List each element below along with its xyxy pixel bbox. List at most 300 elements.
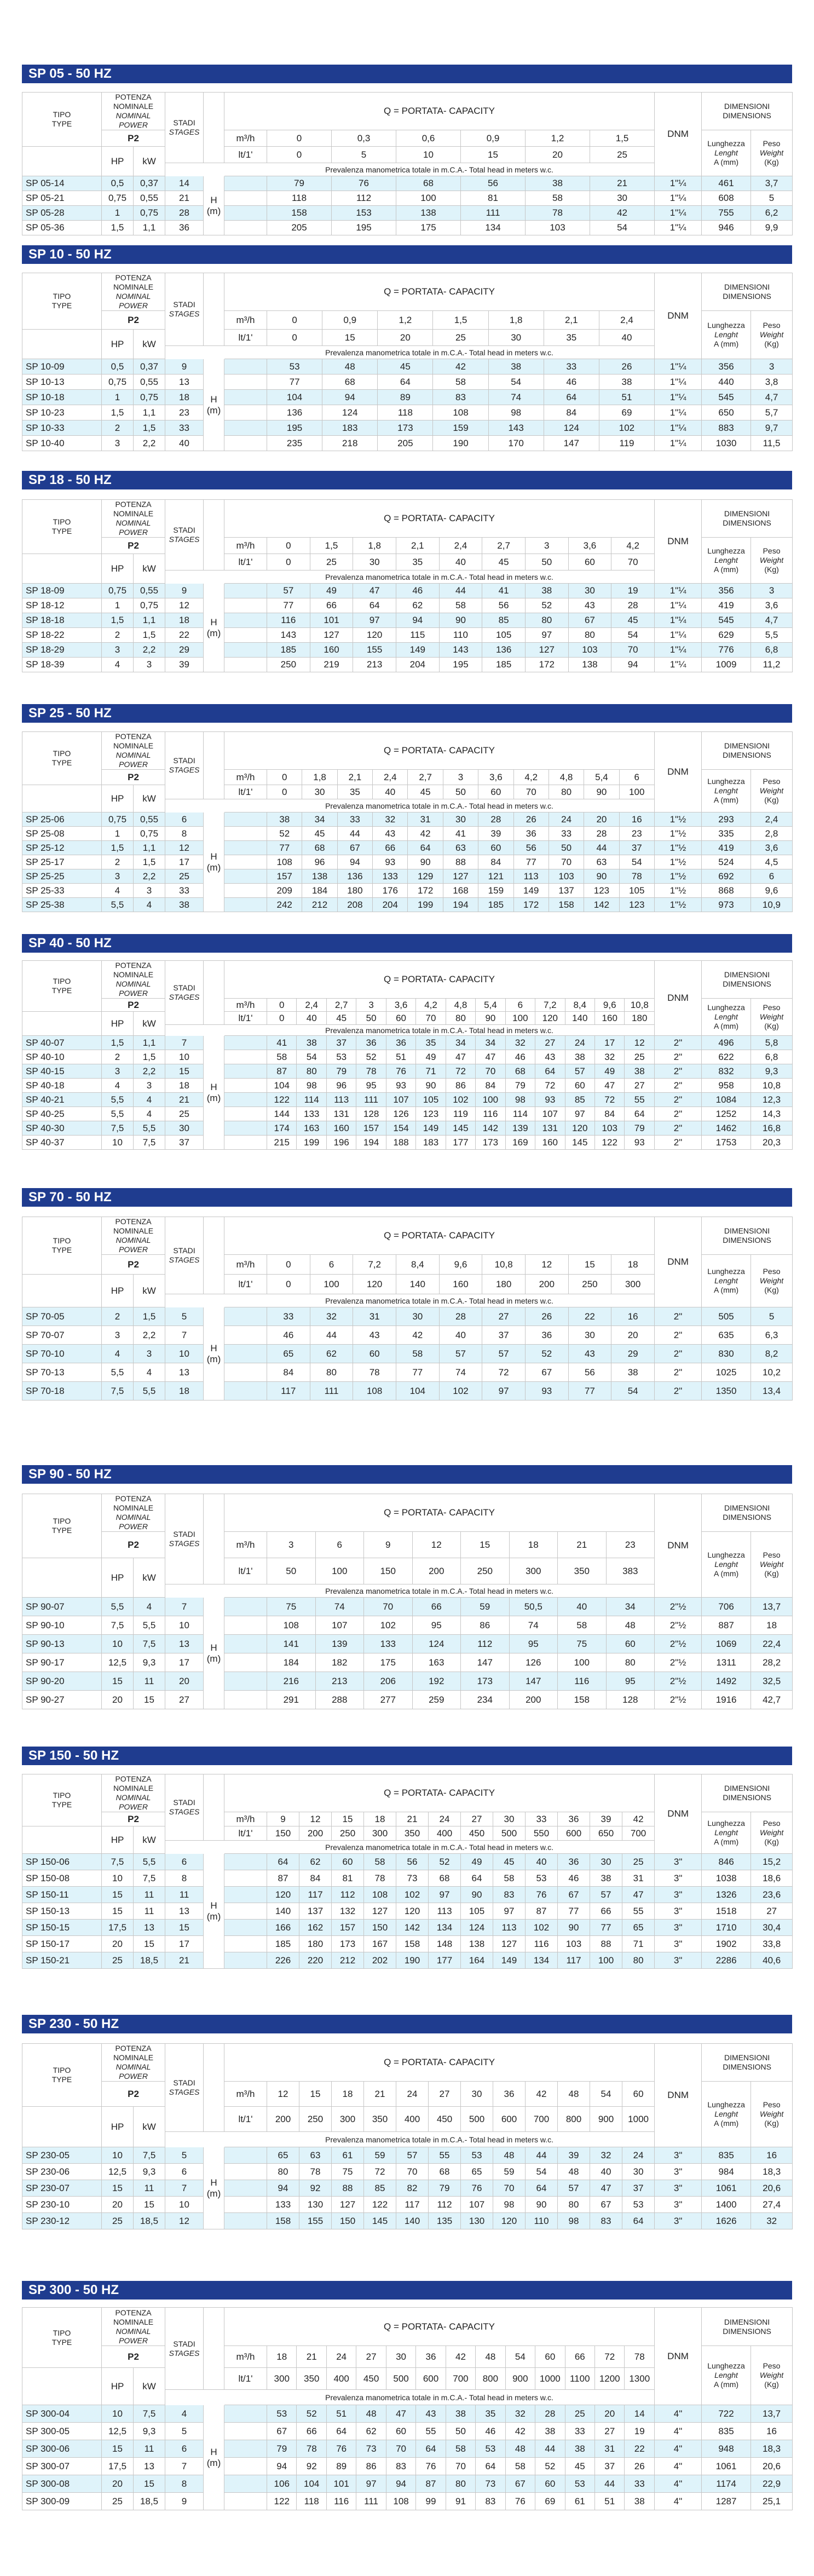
head-value-cell: 133 xyxy=(267,2197,299,2213)
lt-label: lt/1' xyxy=(224,1558,267,1584)
length-cell: 356 xyxy=(702,584,751,598)
dimensions-header xyxy=(702,1494,793,1532)
stages-cell: 12 xyxy=(165,841,204,855)
weight-label-it: Peso xyxy=(763,1267,781,1276)
row-spacer xyxy=(224,1920,267,1936)
table-row xyxy=(22,2423,793,2440)
flow-lt-value: 1000 xyxy=(622,2107,655,2132)
head-value-cell: 208 xyxy=(337,898,372,912)
table-row xyxy=(22,1326,793,1345)
power-label-en: NOMINAL POWER xyxy=(116,979,151,998)
dimensions-label-en: DIMENSIONS xyxy=(723,1513,771,1522)
model-cell: SP 230-05 xyxy=(22,2147,102,2164)
model-cell: SP 230-06 xyxy=(22,2164,102,2180)
table-row xyxy=(22,436,793,451)
table-row xyxy=(22,1036,793,1050)
head-value-cell: 116 xyxy=(476,1107,505,1121)
weight-header xyxy=(751,2346,793,2405)
head-value-cell: 57 xyxy=(590,1887,622,1903)
dnm-cell: 1"¼ xyxy=(655,598,702,613)
power-label-it: POTENZA NOMINALE xyxy=(113,273,154,291)
stages-label-en: STAGES xyxy=(169,2348,200,2358)
head-value-cell: 56 xyxy=(513,841,549,855)
head-value-cell: 87 xyxy=(526,1903,558,1920)
capacity-header: Q = PORTATA- CAPACITY xyxy=(224,93,655,130)
head-value-cell: 54 xyxy=(488,374,544,390)
head-value-cell: 72 xyxy=(364,2164,396,2180)
p2-header: P2 xyxy=(102,2346,165,2368)
length-label-en: Lenght xyxy=(714,1012,738,1021)
head-value-cell: 70 xyxy=(493,2180,526,2197)
hp-cell: 0,5 xyxy=(102,176,134,191)
flow-lt-value: 100 xyxy=(505,1012,535,1025)
head-value-cell: 43 xyxy=(568,598,611,613)
head-value-cell: 37 xyxy=(482,1326,526,1345)
head-value-cell: 127 xyxy=(443,869,478,884)
head-value-cell: 112 xyxy=(461,1635,510,1653)
head-value-cell: 72 xyxy=(535,1079,565,1093)
table-row xyxy=(22,1952,793,1969)
dnm-cell: 1"¼ xyxy=(655,420,702,436)
flow-lt-value: 1000 xyxy=(535,2368,565,2390)
type-header xyxy=(22,732,102,785)
head-h: H xyxy=(210,616,217,627)
head-value-cell: 34 xyxy=(476,1036,505,1050)
stages-cell: 9 xyxy=(165,2493,204,2510)
dnm-cell: 2"½ xyxy=(655,1672,702,1691)
flow-lt-value: 15 xyxy=(461,147,526,163)
table-row xyxy=(22,812,793,827)
p2-header: P2 xyxy=(102,999,165,1012)
weight-label-it: Peso xyxy=(763,321,781,330)
head-axis-label xyxy=(204,1307,224,1401)
head-value-cell: 64 xyxy=(535,1064,565,1079)
flow-lt-value: 0 xyxy=(267,330,322,346)
stages-cell: 12 xyxy=(165,598,204,613)
dnm-cell: 1"¼ xyxy=(655,584,702,598)
head-value-cell: 32 xyxy=(505,2405,535,2423)
blank-cell xyxy=(22,2368,102,2405)
kw-cell: 0,55 xyxy=(134,191,165,206)
flow-m3h-value: 6 xyxy=(505,999,535,1012)
head-value-cell: 75 xyxy=(267,1598,316,1616)
head-value-cell: 24 xyxy=(622,2147,655,2164)
head-value-cell: 130 xyxy=(299,2197,332,2213)
power-label-it: POTENZA NOMINALE xyxy=(113,500,154,518)
flow-lt-value: 70 xyxy=(513,785,549,799)
row-spacer xyxy=(224,2493,267,2510)
model-cell: SP 230-10 xyxy=(22,2197,102,2213)
model-cell: SP 18-12 xyxy=(22,598,102,613)
kw-cell: 15 xyxy=(134,2475,165,2493)
hp-cell: 7,5 xyxy=(102,1121,134,1136)
head-value-cell: 88 xyxy=(332,2180,364,2197)
flow-m3h-value: 1,8 xyxy=(302,770,337,785)
flow-lt-value: 60 xyxy=(386,1012,415,1025)
table-row xyxy=(22,898,793,912)
series-title: SP 18 - 50 HZ xyxy=(22,471,792,489)
dnm-cell: 2" xyxy=(655,1064,702,1079)
total-head-note: Prevalenza manometrica totale in m.C.A.- Total head in meters w.c. xyxy=(224,1584,655,1598)
head-value-cell: 215 xyxy=(267,1136,297,1150)
weight-cell: 16 xyxy=(751,2423,793,2440)
head-value-cell: 42 xyxy=(505,2423,535,2440)
lt-label: lt/1' xyxy=(224,2368,267,2390)
hp-header: HP xyxy=(102,1012,134,1036)
length-cell: 505 xyxy=(702,1307,751,1326)
power-label-it: POTENZA NOMINALE xyxy=(113,93,154,111)
flow-lt-value: 350 xyxy=(297,2368,326,2390)
head-value-cell: 88 xyxy=(443,855,478,869)
head-value-cell: 159 xyxy=(478,884,513,898)
weight-unit: (Kg) xyxy=(764,339,779,348)
kw-cell: 15 xyxy=(134,1691,165,1709)
model-cell: SP 25-06 xyxy=(22,812,102,827)
head-value-cell: 259 xyxy=(412,1691,461,1709)
head-value-cell: 27 xyxy=(482,1307,526,1326)
flow-lt-value: 1100 xyxy=(565,2368,594,2390)
head-value-cell: 113 xyxy=(513,869,549,884)
head-value-cell: 105 xyxy=(461,1903,493,1920)
kw-cell: 4 xyxy=(134,898,165,912)
lt-label: lt/1' xyxy=(224,2107,267,2132)
weight-cell: 10,8 xyxy=(751,1079,793,1093)
stages-spacer xyxy=(165,1584,204,1598)
weight-cell: 22,4 xyxy=(751,1635,793,1653)
head-value-cell: 118 xyxy=(378,405,433,420)
hp-cell: 2 xyxy=(102,1307,134,1326)
head-value-cell: 44 xyxy=(535,2440,565,2458)
row-spacer xyxy=(224,1653,267,1672)
head-value-cell: 67 xyxy=(337,841,372,855)
head-value-cell: 53 xyxy=(622,2197,655,2213)
head-value-cell: 106 xyxy=(267,2475,297,2493)
head-value-cell: 101 xyxy=(326,2475,356,2493)
row-spacer xyxy=(224,827,267,841)
flow-lt-value: 30 xyxy=(488,330,544,346)
head-value-cell: 79 xyxy=(505,1079,535,1093)
type-label-en: TYPE xyxy=(51,527,72,535)
kw-cell: 9,3 xyxy=(134,1653,165,1672)
head-value-cell: 36 xyxy=(356,1036,386,1050)
head-value-cell: 155 xyxy=(353,643,396,658)
series-title: SP 05 - 50 HZ xyxy=(22,65,792,83)
head-value-cell: 21 xyxy=(590,176,655,191)
head-value-cell: 38 xyxy=(611,1363,655,1382)
dimensions-label-en: DIMENSIONS xyxy=(723,751,771,759)
head-value-cell: 66 xyxy=(373,841,408,855)
head-value-cell: 216 xyxy=(267,1672,316,1691)
hp-cell: 15 xyxy=(102,1672,134,1691)
head-value-cell: 54 xyxy=(611,1382,655,1401)
stages-label-it: STADI xyxy=(173,2339,195,2348)
weight-label-it: Peso xyxy=(763,546,781,555)
head-value-cell: 45 xyxy=(493,1854,526,1870)
head-value-cell: 98 xyxy=(488,405,544,420)
blank-cell xyxy=(204,2308,224,2390)
head-unit: (m) xyxy=(206,1653,221,1664)
head-value-cell: 77 xyxy=(267,841,302,855)
length-cell: 335 xyxy=(701,827,751,841)
head-value-cell: 77 xyxy=(396,1363,439,1382)
kw-cell: 1,5 xyxy=(134,855,165,869)
row-spacer xyxy=(224,2147,267,2164)
flow-lt-value: 450 xyxy=(429,2107,461,2132)
head-value-cell: 17 xyxy=(595,1036,625,1050)
flow-m3h-value: 27 xyxy=(429,2082,461,2107)
head-value-cell: 39 xyxy=(558,2147,590,2164)
head-value-cell: 76 xyxy=(416,2458,446,2475)
length-cell: 946 xyxy=(702,221,751,235)
length-label-it: Lunghezza xyxy=(707,2100,745,2109)
flow-lt-value: 180 xyxy=(482,1275,526,1294)
head-value-cell: 138 xyxy=(396,206,461,221)
head-value-cell: 158 xyxy=(549,898,584,912)
dnm-header: DNM xyxy=(655,500,702,584)
flow-m3h-value: 78 xyxy=(625,2346,655,2368)
kw-cell: 4 xyxy=(134,1598,165,1616)
stages-cell: 12 xyxy=(165,2213,204,2229)
head-value-cell: 122 xyxy=(364,2197,396,2213)
dimensions-label-it: DIMENSIONI xyxy=(724,970,770,979)
dnm-cell: 2" xyxy=(655,1382,702,1401)
stages-cell: 22 xyxy=(165,628,204,643)
kw-cell: 0,37 xyxy=(134,359,165,374)
head-value-cell: 46 xyxy=(505,1050,535,1064)
head-value-cell: 38 xyxy=(525,584,568,598)
row-spacer xyxy=(224,2197,267,2213)
length-header xyxy=(702,999,751,1036)
head-value-cell: 80 xyxy=(446,2475,475,2493)
model-cell: SP 05-28 xyxy=(22,206,102,221)
head-value-cell: 40 xyxy=(558,1598,607,1616)
head-value-cell: 80 xyxy=(267,2164,299,2180)
h-spacer xyxy=(204,570,224,584)
pump-series-section xyxy=(0,2015,814,2226)
blank-cell xyxy=(22,1826,102,1854)
head-value-cell: 34 xyxy=(446,1036,475,1050)
head-value-cell: 177 xyxy=(446,1136,475,1150)
power-header xyxy=(102,500,165,538)
flow-lt-value: 700 xyxy=(446,2368,475,2390)
head-value-cell: 93 xyxy=(525,1382,568,1401)
head-value-cell: 55 xyxy=(622,1903,655,1920)
head-value-cell: 116 xyxy=(558,1672,607,1691)
hp-cell: 2 xyxy=(102,1050,134,1064)
stages-label-it: STADI xyxy=(173,300,195,309)
hp-header: HP xyxy=(102,1275,134,1307)
row-spacer xyxy=(224,2164,267,2180)
blank-cell xyxy=(204,93,224,163)
table-row xyxy=(22,869,793,884)
head-value-cell: 132 xyxy=(332,1903,364,1920)
head-value-cell: 242 xyxy=(267,898,302,912)
dnm-cell: 2" xyxy=(655,1050,702,1064)
head-value-cell: 117 xyxy=(267,1382,310,1401)
head-value-cell: 196 xyxy=(326,1136,356,1150)
head-value-cell: 100 xyxy=(558,1653,607,1672)
head-value-cell: 114 xyxy=(297,1093,326,1107)
weight-cell: 9,9 xyxy=(751,221,793,235)
row-spacer xyxy=(224,598,267,613)
h-spacer xyxy=(204,2132,224,2147)
length-unit: A (mm) xyxy=(713,158,739,166)
flow-m3h-value: 2,7 xyxy=(482,538,526,554)
model-cell: SP 70-13 xyxy=(22,1363,102,1382)
flow-m3h-value: 0,6 xyxy=(396,130,461,147)
row-spacer xyxy=(224,405,267,420)
head-value-cell: 157 xyxy=(332,1920,364,1936)
row-spacer xyxy=(224,1887,267,1903)
stages-label-en: STAGES xyxy=(169,128,200,136)
pump-series-section xyxy=(0,934,814,1148)
performance-table xyxy=(22,1774,793,1969)
dimensions-header xyxy=(702,2308,793,2346)
model-cell: SP 230-12 xyxy=(22,2213,102,2229)
row-spacer xyxy=(224,812,267,827)
model-cell: SP 150-08 xyxy=(22,1870,102,1887)
type-label-it: TIPO xyxy=(53,1517,71,1525)
flow-m3h-value: 7,2 xyxy=(353,1255,396,1275)
head-value-cell: 38 xyxy=(590,1870,622,1887)
flow-m3h-value: 1,2 xyxy=(526,130,590,147)
head-value-cell: 94 xyxy=(267,2180,299,2197)
power-label-en: NOMINAL POWER xyxy=(116,111,151,129)
length-cell: 1030 xyxy=(702,436,751,451)
head-value-cell: 103 xyxy=(568,643,611,658)
row-spacer xyxy=(224,1870,267,1887)
type-label-en: TYPE xyxy=(51,301,72,310)
head-value-cell: 110 xyxy=(439,628,482,643)
dnm-cell: 1"¼ xyxy=(655,436,702,451)
dnm-cell: 1"¼ xyxy=(655,374,702,390)
head-value-cell: 100 xyxy=(476,1093,505,1107)
head-value-cell: 80 xyxy=(622,1952,655,1969)
head-value-cell: 66 xyxy=(297,2423,326,2440)
flow-lt-value: 45 xyxy=(326,1012,356,1025)
hp-cell: 20 xyxy=(102,2197,134,2213)
stages-cell: 38 xyxy=(165,898,204,912)
kw-cell: 2,2 xyxy=(134,436,165,451)
dnm-cell: 2" xyxy=(655,1326,702,1345)
head-value-cell: 80 xyxy=(297,1064,326,1079)
length-header xyxy=(702,1532,751,1598)
head-value-cell: 66 xyxy=(310,598,353,613)
row-spacer xyxy=(224,1050,267,1064)
head-value-cell: 30 xyxy=(568,584,611,598)
stages-cell: 8 xyxy=(165,827,204,841)
weight-cell: 33,8 xyxy=(751,1936,793,1952)
flow-m3h-value: 3 xyxy=(525,538,568,554)
dimensions-header xyxy=(701,732,792,770)
head-value-cell: 173 xyxy=(476,1136,505,1150)
kw-cell: 1,5 xyxy=(134,1050,165,1064)
power-header xyxy=(102,93,165,130)
kw-cell: 7,5 xyxy=(134,2147,165,2164)
head-value-cell: 64 xyxy=(378,374,433,390)
head-value-cell: 67 xyxy=(505,2475,535,2493)
head-value-cell: 143 xyxy=(439,643,482,658)
h-spacer xyxy=(204,1584,224,1598)
dnm-cell: 2" xyxy=(655,1079,702,1093)
head-value-cell: 79 xyxy=(267,176,332,191)
head-value-cell: 38 xyxy=(267,812,302,827)
flow-lt-value: 350 xyxy=(364,2107,396,2132)
hp-cell: 4 xyxy=(102,1079,134,1093)
head-value-cell: 120 xyxy=(565,1121,594,1136)
flow-m3h-value: 21 xyxy=(364,2082,396,2107)
head-value-cell: 102 xyxy=(364,1616,413,1635)
length-cell: 1069 xyxy=(702,1635,751,1653)
head-value-cell: 219 xyxy=(310,658,353,672)
stages-label-en: STAGES xyxy=(169,309,200,318)
head-value-cell: 57 xyxy=(482,1345,526,1363)
stages-cell: 5 xyxy=(165,2423,204,2440)
head-value-cell: 105 xyxy=(619,884,654,898)
flow-m3h-value: 48 xyxy=(558,2082,590,2107)
weight-header xyxy=(751,2082,793,2147)
flow-m3h-value: 2,1 xyxy=(337,770,372,785)
table-row xyxy=(22,221,793,235)
hp-cell: 25 xyxy=(102,2213,134,2229)
weight-cell: 14,3 xyxy=(751,1107,793,1121)
dnm-cell: 1"¼ xyxy=(655,221,702,235)
model-cell: SP 300-06 xyxy=(22,2440,102,2458)
head-unit: (m) xyxy=(206,205,221,216)
kw-cell: 9,3 xyxy=(134,2164,165,2180)
hp-cell: 1 xyxy=(102,827,134,841)
head-value-cell: 79 xyxy=(326,1064,356,1079)
head-value-cell: 118 xyxy=(267,191,332,206)
head-value-cell: 49 xyxy=(310,584,353,598)
row-spacer xyxy=(224,1598,267,1616)
head-value-cell: 94 xyxy=(386,2475,415,2493)
head-value-cell: 119 xyxy=(446,1107,475,1121)
head-value-cell: 124 xyxy=(322,405,378,420)
weight-cell: 9,6 xyxy=(751,884,792,898)
row-spacer xyxy=(224,2405,267,2423)
head-value-cell: 28 xyxy=(478,812,513,827)
head-value-cell: 185 xyxy=(267,643,310,658)
head-value-cell: 98 xyxy=(558,2213,590,2229)
power-header xyxy=(102,2044,165,2082)
flow-m3h-value: 21 xyxy=(558,1532,607,1558)
head-value-cell: 25 xyxy=(565,2405,594,2423)
table-row xyxy=(22,2405,793,2423)
flow-m3h-value: 10,8 xyxy=(625,999,655,1012)
dimensions-header xyxy=(702,500,793,538)
hp-cell: 10 xyxy=(102,2405,134,2423)
row-spacer xyxy=(224,643,267,658)
total-head-note: Prevalenza manometrica totale in m.C.A.- Total head in meters w.c. xyxy=(224,1841,655,1854)
stages-cell: 6 xyxy=(165,2164,204,2180)
weight-cell: 13,4 xyxy=(751,1382,793,1401)
flow-m3h-value: 2,4 xyxy=(439,538,482,554)
hp-cell: 5,5 xyxy=(102,1093,134,1107)
hp-cell: 4 xyxy=(102,1345,134,1363)
head-unit: (m) xyxy=(206,1353,221,1364)
head-value-cell: 140 xyxy=(396,2213,429,2229)
stages-header xyxy=(165,2308,204,2390)
table-row xyxy=(22,1050,793,1064)
head-h: H xyxy=(210,194,217,205)
head-value-cell: 116 xyxy=(526,1936,558,1952)
head-value-cell: 145 xyxy=(446,1121,475,1136)
head-value-cell: 47 xyxy=(386,2405,415,2423)
flow-lt-value: 350 xyxy=(558,1558,607,1584)
series-title: SP 150 - 50 HZ xyxy=(22,1747,792,1765)
head-value-cell: 12 xyxy=(625,1036,655,1050)
